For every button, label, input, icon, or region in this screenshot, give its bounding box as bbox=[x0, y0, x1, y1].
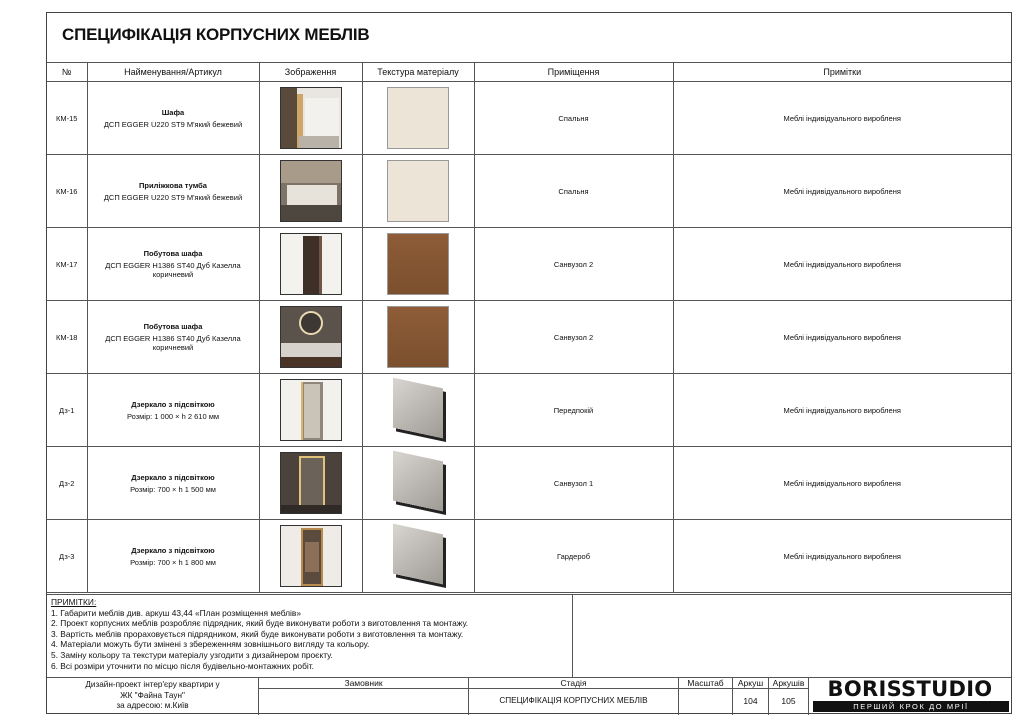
note-item: 6. Всі розміри уточнити по місцю після будівельно-монтажних робіт. bbox=[51, 660, 314, 671]
scale-label: Масштаб bbox=[679, 678, 733, 689]
logo-tagline: ПЕРШИЙ КРОК ДО МРІЇ bbox=[813, 701, 1009, 712]
row-room: Санвузол 2 bbox=[474, 228, 673, 301]
stage-value: СПЕЦИФІКАЦІЯ КОРПУСНИХ МЕБЛІВ bbox=[469, 689, 679, 715]
texture-swatch bbox=[387, 306, 449, 368]
item-name: Побутова шафа bbox=[143, 249, 203, 258]
col-header-room: Приміщення bbox=[474, 62, 673, 82]
row-code: Дз-1 bbox=[47, 374, 87, 447]
row-room: Гардероб bbox=[474, 520, 673, 593]
item-name: Приліжкова тумба bbox=[139, 180, 207, 190]
table-row bbox=[47, 520, 1011, 593]
page-title: СПЕЦИФІКАЦІЯ КОРПУСНИХ МЕБЛІВ bbox=[62, 25, 370, 44]
item-name: Дзеркало з підсвіткою bbox=[131, 545, 215, 555]
row-image-cell bbox=[259, 447, 362, 520]
table-row bbox=[47, 374, 1011, 447]
row-name-cell bbox=[87, 155, 259, 228]
texture-swatch bbox=[387, 379, 449, 441]
col-header-image: Зображення bbox=[259, 62, 362, 82]
table-row bbox=[47, 228, 1011, 301]
sheets-total: 105 bbox=[769, 689, 809, 715]
table-row bbox=[47, 155, 1011, 228]
mirror-wardrobe-photo bbox=[280, 525, 342, 587]
bathroom-vanity-photo bbox=[280, 306, 342, 368]
col-header-name: Найменування/Артикул bbox=[87, 62, 259, 82]
item-article: ДСП EGGER U220 ST9 М'який бежевий bbox=[103, 192, 243, 202]
row-image-cell bbox=[259, 82, 362, 155]
row-note: Меблі індивідуального виробленя bbox=[673, 228, 1011, 301]
notes-area bbox=[47, 594, 1011, 678]
row-name-cell bbox=[87, 447, 259, 520]
row-texture-cell bbox=[362, 374, 474, 447]
sheet-number: 104 bbox=[733, 689, 769, 715]
client-value bbox=[259, 689, 469, 715]
row-code: КМ-16 bbox=[47, 155, 87, 228]
note-item: 1. Габарити меблів див. аркуш 43,44 «План розміщення меблів» bbox=[51, 607, 302, 618]
row-texture-cell bbox=[362, 155, 474, 228]
logo-wordmark: BORISSTUDIO bbox=[827, 677, 993, 701]
mirror-bathroom-photo bbox=[280, 452, 342, 514]
row-name-cell bbox=[87, 374, 259, 447]
item-name: Шафа bbox=[161, 107, 185, 117]
row-image-cell bbox=[259, 155, 362, 228]
row-name-cell bbox=[87, 228, 259, 301]
col-header-notes: Примітки bbox=[673, 62, 1011, 82]
sheets-label: Аркушів bbox=[769, 678, 809, 689]
item-article: Розмір: 1 000 × h 2 610 мм bbox=[126, 411, 220, 421]
project-line-1: Дизайн-проект інтер'єру квартири у bbox=[85, 680, 220, 689]
project-info bbox=[47, 678, 259, 715]
row-code: Дз-3 bbox=[47, 520, 87, 593]
row-texture-cell bbox=[362, 520, 474, 593]
studio-logo bbox=[809, 678, 1011, 715]
col-header-number: № bbox=[47, 62, 87, 82]
project-line-3: за адресою: м.Київ bbox=[116, 701, 189, 710]
mirror-hallway-photo bbox=[280, 379, 342, 441]
item-name: Дзеркало з підсвіткою bbox=[131, 472, 215, 482]
item-article: Розмір: 700 × h 1 500 мм bbox=[130, 484, 216, 494]
row-texture-cell bbox=[362, 447, 474, 520]
row-note: Меблі індивідуального виробленя bbox=[673, 447, 1011, 520]
utility-cabinet-photo bbox=[280, 233, 342, 295]
row-code: Дз-2 bbox=[47, 447, 87, 520]
row-code: КМ-18 bbox=[47, 301, 87, 374]
spec-sheet bbox=[46, 12, 1012, 714]
item-article: ДСП EGGER H1386 ST40 Дуб Казелла коричневий bbox=[105, 261, 241, 279]
row-image-cell bbox=[259, 228, 362, 301]
title-block bbox=[47, 677, 1011, 715]
nightstand-photo bbox=[280, 160, 342, 222]
row-room: Санвузол 2 bbox=[474, 301, 673, 374]
row-image-cell bbox=[259, 301, 362, 374]
row-room: Передпокій bbox=[474, 374, 673, 447]
sheet-label: Аркуш bbox=[733, 678, 769, 689]
note-item: 3. Вартість меблів прораховується підрядником, який буде виконувати роботи з виготовлення та монтажу. bbox=[51, 628, 464, 639]
row-name-cell bbox=[87, 301, 259, 374]
row-room: Спальня bbox=[474, 82, 673, 155]
row-code: КМ-15 bbox=[47, 82, 87, 155]
note-item: 5. Заміну кольору та текстури матеріалу узгодити з дизайнером проєкту. bbox=[51, 649, 333, 660]
row-image-cell bbox=[259, 374, 362, 447]
row-note: Меблі індивідуального виробленя bbox=[673, 520, 1011, 593]
row-note: Меблі індивідуального виробленя bbox=[673, 155, 1011, 228]
item-article: Розмір: 700 × h 1 800 мм bbox=[130, 557, 216, 567]
texture-swatch bbox=[387, 525, 449, 587]
row-room: Спальня bbox=[474, 155, 673, 228]
row-note: Меблі індивідуального виробленя bbox=[673, 374, 1011, 447]
notes-block bbox=[47, 595, 573, 678]
spec-table bbox=[47, 62, 1011, 593]
scale-value bbox=[679, 689, 733, 715]
row-texture-cell bbox=[362, 228, 474, 301]
row-texture-cell bbox=[362, 82, 474, 155]
item-name: Побутова шафа bbox=[143, 322, 203, 331]
stage-label: Стадія bbox=[469, 678, 679, 689]
row-texture-cell bbox=[362, 301, 474, 374]
table-row bbox=[47, 301, 1011, 374]
notes-header: ПРИМІТКИ: bbox=[51, 597, 97, 607]
texture-swatch bbox=[387, 233, 449, 295]
row-image-cell bbox=[259, 520, 362, 593]
title-area bbox=[47, 13, 1011, 63]
row-name-cell bbox=[87, 520, 259, 593]
project-line-2: ЖК "Файна Таун" bbox=[120, 690, 185, 700]
note-item: 4. Матеріали можуть бути змінені з збереженням зовнішнього вигляду та кольору. bbox=[51, 639, 370, 650]
table-row bbox=[47, 447, 1011, 520]
row-note: Меблі індивідуального виробленя bbox=[673, 301, 1011, 374]
wardrobe-photo bbox=[280, 87, 342, 149]
note-item: 2. Проект корпусних меблів розробляє підрядник, який буде виконувати роботи з виготовлення та монтажу. bbox=[51, 618, 469, 629]
client-label: Замовник bbox=[259, 678, 469, 689]
row-name-cell bbox=[87, 82, 259, 155]
col-header-texture: Текстура матеріалу bbox=[362, 62, 474, 82]
table-row bbox=[47, 82, 1011, 155]
texture-swatch bbox=[387, 452, 449, 514]
row-room: Санвузол 1 bbox=[474, 447, 673, 520]
item-name: Дзеркало з підсвіткою bbox=[131, 399, 215, 409]
item-article: ДСП EGGER H1386 ST40 Дуб Казелла коричневий bbox=[105, 334, 241, 352]
table-header-row bbox=[47, 62, 1011, 82]
row-note: Меблі індивідуального виробленя bbox=[673, 82, 1011, 155]
texture-swatch bbox=[387, 87, 449, 149]
item-article: ДСП EGGER U220 ST9 М'який бежевий bbox=[103, 119, 243, 129]
texture-swatch bbox=[387, 160, 449, 222]
row-code: КМ-17 bbox=[47, 228, 87, 301]
